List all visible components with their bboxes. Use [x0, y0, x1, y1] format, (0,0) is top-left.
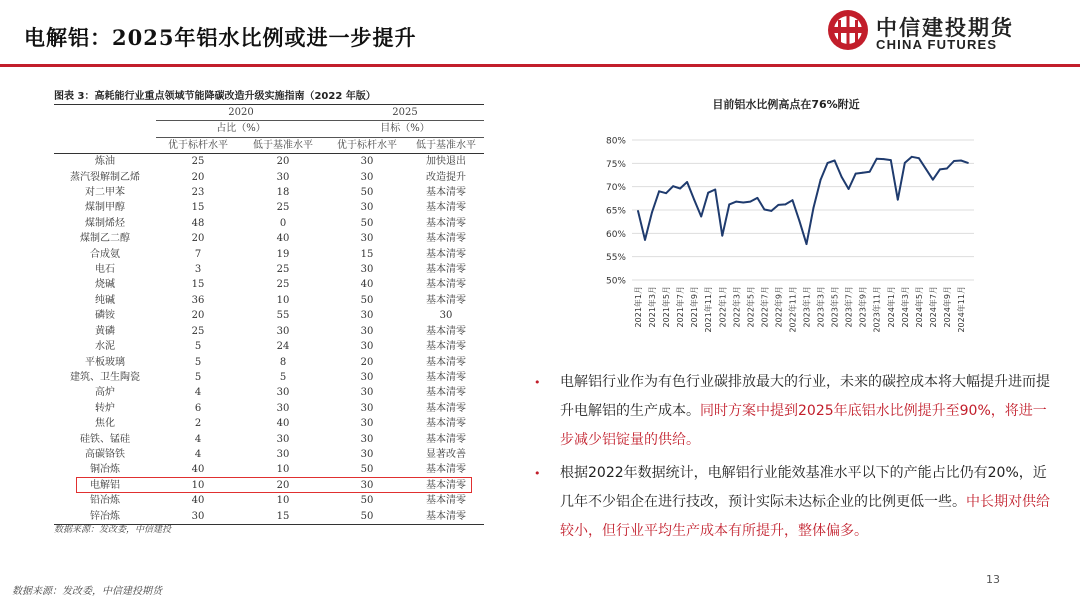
table-cell: 4: [194, 433, 202, 445]
table-cell: 10: [276, 464, 290, 476]
table-cell: 基本清零: [426, 495, 466, 507]
data-point: [834, 160, 836, 162]
row-label: 硅铁、锰硅: [80, 433, 130, 445]
table-cell: 55: [276, 310, 290, 322]
data-point: [918, 157, 920, 159]
table-cell: 10: [276, 294, 290, 306]
x-tick-label: 2024年3月: [900, 286, 910, 328]
table-cell: 40: [191, 495, 205, 507]
data-point: [665, 192, 667, 194]
x-tick-label: 2021年9月: [690, 286, 700, 328]
table-cell: 4: [194, 448, 202, 460]
table-cell: 加快退出: [426, 156, 466, 168]
row-label: 烧碱: [95, 279, 115, 291]
x-tick-label: 2022年3月: [732, 286, 742, 328]
table-row: [54, 262, 484, 277]
table-cell: 50: [360, 464, 374, 476]
row-label: 煤制烯烃: [85, 217, 125, 229]
table-cell: 7: [194, 248, 202, 260]
data-point: [813, 207, 815, 209]
table-header-group-row: [54, 121, 484, 137]
table-header-sub-row: [54, 137, 484, 153]
table-cell: 24: [276, 341, 290, 353]
bullet-text: 电解铝行业作为有色行业碳排放最大的行业，未来的碳控成本将大幅提升进而提升电解铝的生产成本。: [560, 374, 1050, 419]
data-point: [855, 173, 857, 175]
row-label: 水泥: [95, 341, 115, 353]
table-cell: 40: [276, 418, 290, 430]
x-tick-label: 2021年7月: [676, 286, 686, 328]
table-cell: 23: [191, 187, 205, 199]
table-cell: 基本清零: [426, 294, 466, 306]
x-tick-label: 2024年5月: [914, 286, 924, 328]
data-point: [693, 199, 695, 201]
y-tick-label: 55%: [605, 253, 626, 264]
table-cell: 30: [360, 233, 374, 245]
x-tick-label: 2021年1月: [634, 286, 643, 328]
x-tick-label: 2022年11月: [788, 286, 798, 333]
table-cell: 基本清零: [426, 341, 466, 353]
table-cell: 30: [276, 402, 290, 414]
table-cell: 3: [194, 264, 202, 276]
row-label: 对二甲苯: [85, 187, 125, 199]
table-cell: 基本清零: [426, 187, 466, 199]
table-row: [54, 339, 484, 354]
table-row: [54, 308, 484, 323]
table-cell: 15: [360, 248, 374, 260]
x-tick-label: 2023年5月: [830, 286, 840, 328]
row-label: 高炉: [95, 387, 115, 399]
table-cell: 40: [276, 233, 290, 245]
table-cell: 15: [191, 202, 205, 214]
data-point: [820, 179, 822, 181]
table-cell: 6: [194, 402, 202, 414]
data-point: [883, 158, 885, 160]
bullet-item: [530, 368, 1050, 455]
table-cell: 25: [276, 202, 290, 214]
table-cell: 30: [360, 448, 374, 460]
row-label: 磷铵: [95, 310, 115, 322]
data-point: [932, 179, 934, 181]
data-point: [925, 168, 927, 170]
table-cell: 30: [276, 325, 290, 337]
table-cell: 25: [191, 325, 205, 337]
table-row: [54, 432, 484, 447]
x-tick-label: 2023年11月: [872, 286, 882, 333]
table-cell: 0: [279, 217, 287, 229]
row-label: 建筑、卫生陶瓷: [70, 371, 140, 383]
data-point: [749, 201, 751, 203]
table-cell: 30: [276, 433, 290, 445]
row-label: 纯碱: [95, 294, 115, 306]
column-header: 低于基准水平: [408, 137, 484, 153]
table-cell: 19: [276, 248, 290, 260]
data-point: [707, 192, 709, 194]
table-cell: 50: [360, 217, 374, 229]
table-row: [54, 401, 484, 416]
table-cell: 15: [240, 509, 326, 525]
table-row: [54, 462, 484, 477]
data-point: [735, 201, 737, 203]
table-cell: 基本清零: [426, 371, 466, 383]
data-point: [960, 160, 962, 162]
header-year-2020: 2020: [156, 105, 326, 121]
data-point: [967, 162, 969, 164]
row-label: 焦化: [95, 418, 115, 430]
data-point: [658, 190, 660, 192]
y-tick-label: 65%: [605, 206, 626, 217]
table-cell: 5: [194, 371, 202, 383]
row-label: 电石: [95, 264, 115, 276]
table-cell: 5: [194, 341, 202, 353]
table-header-year-row: [54, 105, 484, 121]
table-cell: 5: [194, 356, 202, 368]
table-cell: 基本清零: [426, 418, 466, 430]
data-point: [792, 199, 794, 201]
table-row: [54, 385, 484, 400]
table-row: [54, 493, 484, 508]
data-point: [728, 204, 730, 206]
table-cell: 25: [191, 156, 205, 168]
row-label: 高碳铬铁: [85, 448, 125, 460]
data-point: [672, 185, 674, 187]
table-cell: 50: [360, 187, 374, 199]
bullet-highlight-text: 同时方案中提到2025年底铝水比例提升至90%，将进一步减少铝锭量的供给。: [560, 403, 1047, 448]
table-cell: 改造提升: [426, 171, 466, 183]
table-cell: 18: [276, 187, 290, 199]
table-cell: 30: [360, 387, 374, 399]
row-label: 煤制甲醇: [85, 202, 125, 214]
row-label: 炼油: [95, 156, 115, 168]
table-cell: 30: [360, 264, 374, 276]
row-label: 合成氨: [90, 248, 120, 260]
table-cell: 基本清零: [426, 325, 466, 337]
table-cell: 30: [360, 341, 374, 353]
row-label: 平板玻璃: [85, 356, 125, 368]
table-cell: 36: [191, 294, 205, 306]
table-cell: 30: [276, 171, 290, 183]
citic-logo-icon: [826, 8, 870, 52]
data-point: [742, 202, 744, 204]
column-header: 优于标杆水平: [326, 137, 408, 153]
x-tick-label: 2022年7月: [760, 286, 770, 328]
table-cell: 基本清零: [426, 264, 466, 276]
table-row: [54, 185, 484, 200]
x-tick-label: 2023年9月: [858, 286, 868, 328]
row-label: 煤制乙二醇: [80, 233, 130, 245]
aluminum-ratio-chart: [586, 96, 986, 356]
data-point: [778, 204, 780, 206]
data-point: [721, 235, 723, 237]
table-cell: 基本清零: [426, 464, 466, 476]
data-point: [714, 189, 716, 191]
header: [0, 0, 1080, 68]
page-number: 13: [986, 573, 1000, 586]
data-point: [953, 160, 955, 162]
table-cell: 20: [191, 233, 205, 245]
y-tick-label: 50%: [605, 276, 626, 287]
y-tick-label: 75%: [605, 159, 626, 170]
logo-text-cn: 中信建投期货: [876, 16, 1014, 40]
table-cell: 4: [194, 387, 202, 399]
company-logo: [826, 8, 1066, 58]
table-cell: 20: [191, 171, 205, 183]
x-tick-label: 2024年1月: [886, 286, 896, 328]
table-row: [54, 154, 484, 170]
data-point: [862, 172, 864, 174]
table-row: [54, 355, 484, 370]
policy-table-block: [54, 88, 484, 535]
column-header: 优于标杆水平: [156, 137, 240, 153]
x-tick-label: 2021年3月: [648, 286, 658, 328]
data-point: [637, 210, 639, 212]
header-rule: [0, 64, 1080, 67]
data-point: [890, 159, 892, 161]
table-cell: 30: [360, 371, 374, 383]
data-point: [841, 176, 843, 178]
logo-text-en: CHINA FUTURES: [876, 37, 998, 52]
table-cell: 基本清零: [426, 279, 466, 291]
table-row: [54, 277, 484, 292]
bullet-text: 根据2022年数据统计，电解铝行业能效基准水平以下的产能占比仍有20%，近几年不少铝企在进行技改，预计实际未达标企业的比例更低一些。: [560, 465, 1047, 510]
data-point: [827, 162, 829, 164]
x-tick-label: 2023年3月: [816, 286, 826, 328]
data-point: [869, 171, 871, 173]
table-cell: 基本清零: [426, 402, 466, 414]
table-cell: 20: [276, 156, 290, 168]
table-cell: 8: [279, 356, 287, 368]
data-point: [897, 199, 899, 201]
data-point: [799, 220, 801, 222]
table-cell: 10: [276, 495, 290, 507]
header-year-2025: 2025: [326, 105, 484, 121]
data-point: [946, 168, 948, 170]
table-source: 数据来源：发改委，中信建投: [54, 525, 172, 535]
table-cell: 20: [360, 356, 374, 368]
x-tick-label: 2022年9月: [774, 286, 784, 328]
data-point: [785, 204, 787, 206]
table-cell: 50: [360, 495, 374, 507]
y-tick-label: 70%: [605, 183, 626, 194]
table-cell: 25: [276, 279, 290, 291]
header-group-2025: 目标（%）: [326, 121, 484, 137]
table-cell: 2: [194, 418, 202, 430]
table-cell: 基本清零: [426, 233, 466, 245]
row-label: 铅冶炼: [90, 495, 120, 507]
page-title: 电解铝：2025年铝水比例或进一步提升: [24, 25, 417, 50]
table-cell: 10: [191, 479, 205, 491]
table-cell: 30: [360, 156, 374, 168]
table-row: [54, 370, 484, 385]
table-body: [54, 154, 484, 525]
policy-table: [54, 105, 484, 525]
table-cell: 显著改善: [426, 448, 466, 460]
x-tick-label: 2021年11月: [704, 286, 714, 333]
data-point: [904, 162, 906, 164]
table-cell: 50: [326, 509, 408, 525]
data-point: [911, 156, 913, 158]
table-cell: 基本清零: [426, 202, 466, 214]
table-cell: 20: [191, 310, 205, 322]
table-row: [54, 216, 484, 231]
table-row: [54, 200, 484, 215]
table-row: [54, 416, 484, 431]
x-tick-label: 2024年11月: [956, 286, 966, 333]
table-cell: 基本清零: [426, 479, 466, 491]
table-cell: 5: [279, 371, 287, 383]
table-cell: 50: [360, 294, 374, 306]
data-point: [848, 188, 850, 190]
table-cell: 30: [360, 479, 374, 491]
line-chart-svg: [586, 96, 986, 356]
table-row: [54, 170, 484, 185]
table-cell: 25: [276, 264, 290, 276]
table-cell: 基本清零: [426, 433, 466, 445]
row-label: 黄磷: [95, 325, 115, 337]
table-cell: 20: [276, 479, 290, 491]
x-tick-label: 2024年9月: [942, 286, 952, 328]
table-cell: 基本清零: [426, 217, 466, 229]
row-label: 电解铝: [90, 479, 120, 491]
bullet-highlight-text: 中长期对供给较小，但行业平均生产成本有所提升，整体偏多。: [560, 494, 1050, 539]
data-point: [644, 239, 646, 241]
table-cell: 基本清零: [408, 509, 484, 525]
table-row: [54, 478, 484, 493]
page-source: 数据来源：发改委，中信建投期货: [12, 586, 162, 597]
row-label: 蒸汽裂解制乙烯: [70, 171, 140, 183]
x-tick-label: 2022年1月: [718, 286, 728, 328]
table-cell: 30: [276, 448, 290, 460]
data-point: [806, 243, 808, 245]
y-tick-label: 80%: [605, 136, 626, 147]
table-row: [54, 247, 484, 262]
data-point: [939, 169, 941, 171]
data-point: [700, 216, 702, 218]
table-cell: 30: [360, 171, 374, 183]
table-cell: 30: [360, 325, 374, 337]
table-cell: 30: [360, 402, 374, 414]
data-point: [763, 209, 765, 211]
data-point: [876, 158, 878, 160]
table-cell: 基本清零: [426, 248, 466, 260]
x-tick-label: 2021年5月: [662, 286, 672, 328]
data-point: [771, 210, 773, 212]
table-cell: 30: [439, 310, 453, 322]
bullet-item: [530, 459, 1050, 546]
x-tick-label: 2023年7月: [844, 286, 854, 328]
x-tick-label: 2024年7月: [928, 286, 938, 328]
table-cell: 30: [360, 418, 374, 430]
row-label: 转炉: [95, 402, 115, 414]
table-cell: 30: [276, 387, 290, 399]
table-cell: 40: [360, 279, 374, 291]
table-cell: 48: [191, 217, 205, 229]
table-cell: 30: [360, 433, 374, 445]
table-cell: 30: [360, 310, 374, 322]
table-row: [54, 324, 484, 339]
bullet-list: [530, 368, 1050, 546]
table-cell: 40: [191, 464, 205, 476]
bullet-dot-icon: •: [534, 467, 541, 480]
data-point: [756, 197, 758, 199]
table-cell: 基本清零: [426, 387, 466, 399]
table-cell: 基本清零: [426, 356, 466, 368]
table-cell: 30: [360, 202, 374, 214]
table-row: [54, 447, 484, 462]
table-caption: 图表 3：高耗能行业重点领域节能降碳改造升级实施指南（2022 年版）: [54, 88, 484, 105]
row-label: 锌冶炼: [54, 509, 156, 525]
series-line: [638, 157, 968, 244]
row-label: 铜冶炼: [90, 464, 120, 476]
table-row: [54, 231, 484, 246]
table-cell: 15: [191, 279, 205, 291]
table-cell: 30: [156, 509, 240, 525]
data-point: [651, 211, 653, 213]
data-point: [679, 188, 681, 190]
table-row: [54, 293, 484, 308]
x-tick-label: 2022年5月: [746, 286, 756, 328]
y-tick-label: 60%: [605, 229, 626, 240]
column-header: 低于基准水平: [240, 137, 326, 153]
header-group-2020: 占比（%）: [156, 121, 326, 137]
chart-title: 目前铝水比例高点在76%附近: [712, 98, 860, 111]
x-tick-label: 2023年1月: [802, 286, 812, 328]
bullet-dot-icon: •: [534, 376, 541, 389]
data-point: [686, 181, 688, 183]
